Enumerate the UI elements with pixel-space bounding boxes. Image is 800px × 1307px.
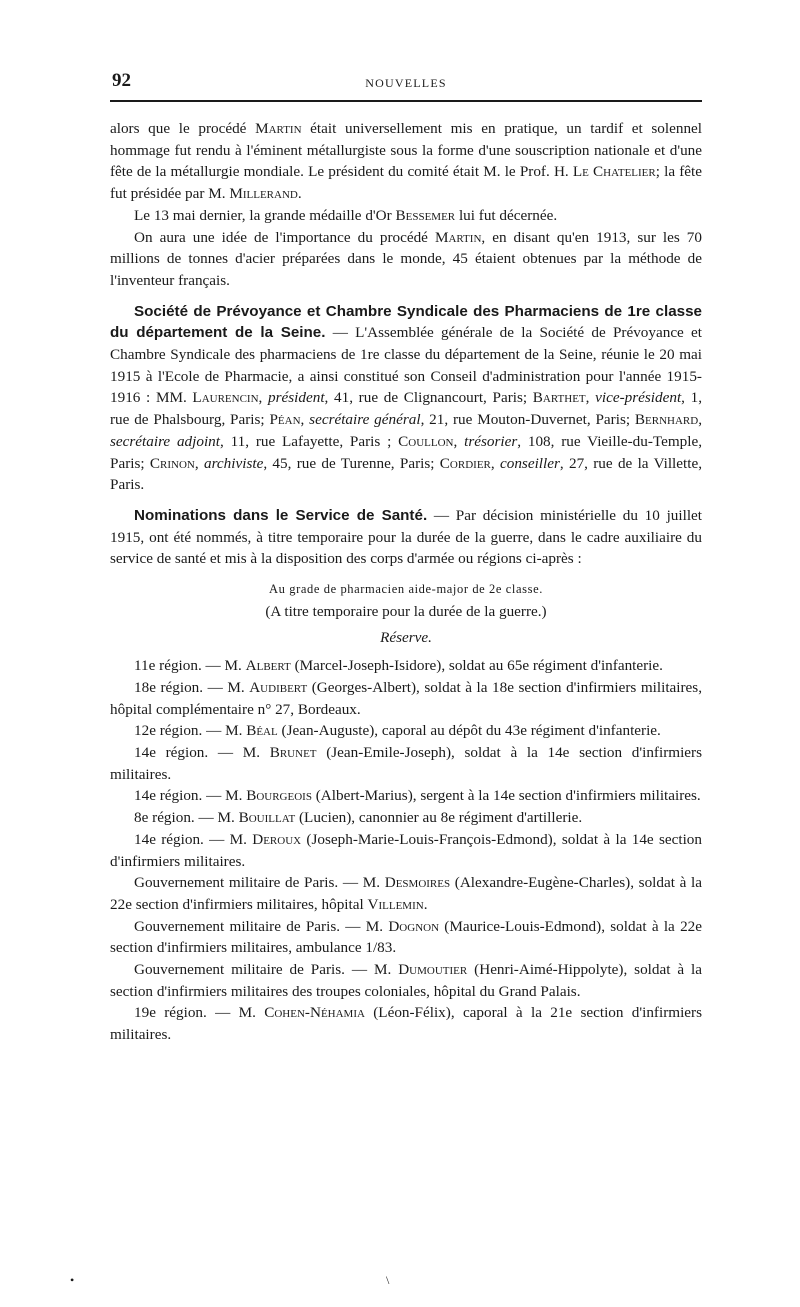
grade-heading: Au grade de pharmacien aide-major de 2e classe. bbox=[269, 582, 543, 597]
name-martin-2: Martin bbox=[434, 228, 482, 246]
list-item: Gouvernement militaire de Paris. — M. Dognon (Maurice-Louis-Edmond), soldat à la 22e section d'infirmiers militaires, ambulance 1/83. bbox=[110, 917, 702, 957]
list-item: 8e région. — M. Bouillat (Lucien), canonnier au 8e régiment d'artillerie. bbox=[134, 809, 583, 827]
list-item: 18e région. — M. Audibert (Georges-Albert), soldat à la 18e section d'infirmiers militaires, hôpital complémentaire n° 27, Bordeaux. bbox=[110, 678, 703, 718]
page-header bbox=[110, 66, 702, 100]
reserve-heading: Réserve. bbox=[380, 629, 432, 647]
temporary-note: (A titre temporaire pour la durée de la guerre.) bbox=[265, 602, 547, 620]
margin-mark: • bbox=[70, 1273, 75, 1287]
paragraph-importance: On aura une idée de l'importance du procédé Martin, en disant qu'en 1913, sur les 70 millions de tonnes d'acier préparées dans le monde, 45 étaient obtenues par la méthode de l'inventeur français. bbox=[110, 228, 702, 289]
margin-mark: \ bbox=[386, 1273, 390, 1287]
nominations-list bbox=[110, 655, 702, 1046]
running-head: NOUVELLES bbox=[365, 76, 447, 90]
list-item: 14e région. — M. Brunet (Jean-Emile-Joseph), soldat à la 14e section d'infirmiers militaires. bbox=[110, 743, 703, 783]
list-item: Gouvernement militaire de Paris. — M. Dumoutier (Henri-Aimé-Hippolyte), soldat à la section d'infirmiers militaires des troupes coloniales, hôpital du Grand Palais. bbox=[110, 961, 702, 1000]
article-body bbox=[110, 100, 702, 1046]
list-item: 12e région. — M. Béal (Jean-Auguste), caporal au dépôt du 43e régiment d'infanterie. bbox=[134, 722, 661, 740]
name-martin: Martin bbox=[255, 120, 302, 137]
list-item: 19e région. — M. Cohen-Néhamia (Léon-Félix), caporal à la 21e section d'infirmiers militaires. bbox=[110, 1004, 703, 1044]
list-item: 14e région. — M. Bourgeois (Albert-Marius), sergent à la 14e section d'infirmiers militaires. bbox=[134, 787, 701, 805]
list-item: 14e région. — M. Deroux (Joseph-Marie-Louis-François-Edmond), soldat à la 14e section d'infirmiers militaires. bbox=[110, 830, 702, 870]
paragraph-medaille: Le 13 mai dernier, la grande médaille d'Or Bessemer lui fut décernée. bbox=[134, 206, 558, 224]
name-bessemer: Bessemer bbox=[395, 206, 456, 224]
list-item: 11e région. — M. Albert (Marcel-Joseph-Isidore), soldat au 65e régiment d'infanterie. bbox=[134, 657, 663, 675]
section-heading-societe: Société de Prévoyance et Chambre Syndicale des Pharmaciens de 1re classe du département de la Seine. bbox=[110, 302, 702, 342]
name-le-chatelier: Le Chatelier bbox=[572, 163, 656, 181]
page-number: 92 bbox=[112, 70, 131, 91]
page bbox=[110, 66, 702, 1046]
list-item: Gouvernement militaire de Paris. — M. Desmoires (Alexandre-Eugène-Charles), soldat à la 22e section d'infirmiers militaires, hôpital Villemin. bbox=[110, 874, 702, 913]
section-heading-nominations: Nominations dans le Service de Santé. bbox=[134, 506, 428, 524]
paragraph-martin-hommage: alors que le procédé Martin était universellement mis en pratique, un tardif et solennel hommage fut rendu à l'éminent métallurgiste sous la forme d'une souscription nationale et d'une fête de la métallurgie mondiale. Le président du comité était M. le Prof. H. Le Chatelier; la fête fut présidée par M. Millerand. bbox=[110, 120, 703, 203]
name-millerand: Millerand bbox=[229, 185, 298, 203]
paragraph-societe-prevoyance: Société de Prévoyance et Chambre Syndicale des Pharmaciens de 1re classe du département de la Seine. — L'Assemblée générale de la Société de Prévoyance et Chambre Syndicale des pharmaciens de 1re classe du département de la Seine, réunie le 20 mai 1915 à l'Ecole de Pharmacie, a ainsi constitué son Conseil d'administration pour l'année 1915-1916 : MM. Laurencin, président, 41, rue de Clignancourt, Paris; Barthet, vice-président, 1, rue de Phalsbourg, Paris; Péan, secrétaire général, 21, rue Mouton-Duvernet, Paris; Bernhard, secrétaire adjoint, 11, rue Lafayette, Paris ; Coullon, trésorier, 108, rue Vieille-du-Temple, Paris; Crinon, archiviste, 45, rue de Turenne, Paris; Cordier, conseiller, 27, rue de la Villette, Paris. bbox=[110, 302, 703, 494]
paragraph-nominations: Nominations dans le Service de Santé. — Par décision ministérielle du 10 juillet 1915, ont été nommés, à titre temporaire pour la durée de la guerre, dans le cadre auxiliaire du service de santé et mis à la disposition des corps d'armée ou régions ci-après : bbox=[110, 506, 702, 568]
header-rule bbox=[110, 100, 702, 102]
